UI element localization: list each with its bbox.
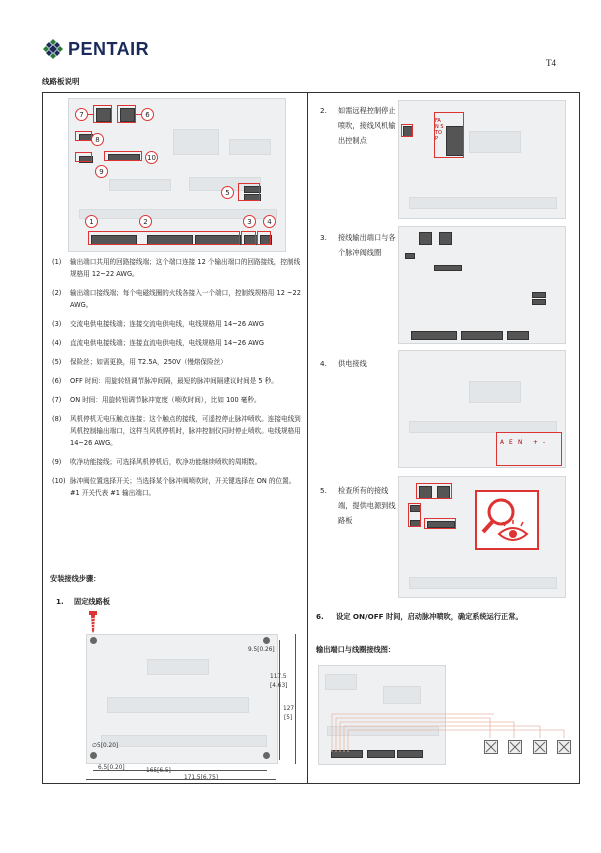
- callout-6: 6: [141, 108, 154, 121]
- callout-4: 4: [263, 215, 276, 228]
- section-title: 线路板说明: [42, 77, 80, 86]
- step-2-board: [398, 100, 566, 219]
- callout-2: 2: [139, 215, 152, 228]
- step-2-text: 如需远程控制停止喷吹，接线风机输出控制点: [338, 106, 396, 145]
- list-item: (4) 直流电供电接线端；连接直流电供电线，电线规格用 14~26 AWG: [52, 339, 264, 347]
- power-terminal: [496, 432, 562, 466]
- terminal-label-plus: +: [533, 440, 538, 446]
- dimension-label: [5]: [284, 715, 293, 721]
- dimension-label: 171.5[6.75]: [184, 775, 219, 781]
- step-2-num: 2.: [320, 106, 327, 115]
- step-1-num: 1.: [56, 597, 64, 606]
- callout-1: 1: [85, 215, 98, 228]
- terminal-label-minus: -: [543, 440, 546, 446]
- step-6-text: 设定 ON/OFF 时间，启动脉冲喷吹，确定系统运行正常。: [336, 612, 523, 621]
- list-item: (3) 交流电供电接线端；连接交流电供电线，电线规格用 14~26 AWG: [52, 320, 264, 328]
- list-item: (6) OFF 时间：用旋转钮调节脉冲间隔，最短的脉冲间隔建议时间是 5 秒。: [52, 377, 278, 385]
- logo-text: PENTAIR: [68, 38, 150, 59]
- mounting-hole: [263, 752, 270, 759]
- step-5-num: 5.: [320, 486, 327, 495]
- list-item: (9) 吹净功能接线；可选择风机停机后，吹净功能继续喷吹的周期数。: [52, 458, 262, 466]
- pulse-valve-coil-icon: [557, 740, 571, 754]
- dimension-label: ∅5[0.20]: [92, 743, 119, 749]
- list-item: (1) 输出端口共用的回路接线端；这个端口连接 12 个输出端口的回路接线，控制线规格用 12~22 AWG。: [52, 258, 301, 278]
- page-code: T4: [546, 58, 556, 68]
- callout-10: 10: [145, 151, 158, 164]
- dimension-label: [4.63]: [270, 683, 288, 689]
- coil-wiring-lines: [330, 700, 580, 770]
- step-6-num: 6.: [316, 612, 324, 621]
- step-1-title: 固定线路板: [74, 597, 110, 606]
- terminal-label-n: N: [518, 440, 523, 446]
- dimension-label: 9.5[0.26]: [248, 647, 275, 653]
- mounting-hole: [90, 637, 97, 644]
- step-3-board: [398, 226, 566, 344]
- dimension-label: 127: [283, 706, 295, 712]
- mounting-hole: [263, 637, 270, 644]
- callout-7: 7: [75, 108, 88, 121]
- list-item: (10) 脉冲阀位置选择开关；当选择某个脉冲阀喷吹时，开关键选择在 ON 的位置。#1 开关代表 #1 输出端口。: [52, 477, 296, 497]
- step-3-text: 接线输出端口与各个脉冲阀线圈: [338, 233, 396, 257]
- fan-stop-label: FAN STOP: [435, 118, 444, 142]
- pentair-diamond-icon: [42, 38, 64, 60]
- dimension-label: 6.5[0.20]: [98, 765, 125, 771]
- step-3-num: 3.: [320, 233, 327, 242]
- pentair-logo: [42, 38, 149, 60]
- pulse-valve-coil-icon: [533, 740, 547, 754]
- list-item: (5) 保险丝；如需更换，用 T2.5A，250V（慢熔保险丝）: [52, 358, 227, 366]
- pulse-valve-coil-icon: [484, 740, 498, 754]
- terminal-label-a: A: [500, 440, 504, 446]
- list-item: (8) 风机停机无电压触点连接；这个触点的接线，可遥控停止脉冲喷吹。连接电线到风机控制输出端口，这样当风机停机时，脉冲控制仪同时停止喷吹。电线规格用 14~26 AWG。: [52, 415, 301, 447]
- step-4-num: 4.: [320, 359, 327, 368]
- callout-3: 3: [243, 215, 256, 228]
- inspect-magnifier-eye-icon: [475, 490, 539, 550]
- dimension-label: 165[6.5]: [146, 768, 171, 774]
- pulse-valve-coil-icon: [508, 740, 522, 754]
- callout-9: 9: [95, 165, 108, 178]
- screw-icon: [88, 611, 98, 633]
- step-5-text: 检查所有的接线端，提供电源到线路板: [338, 486, 396, 525]
- callout-8: 8: [91, 133, 104, 146]
- install-steps-title: 安装接线步骤：: [50, 574, 101, 583]
- terminal-label-e: E: [509, 440, 513, 446]
- list-item: (7) ON 时间：用旋转钮调节脉冲宽度（喷吹时间），比如 100 毫秒。: [52, 396, 261, 404]
- wiring-diagram-title: 输出端口与线圈接线图：: [316, 645, 396, 654]
- list-item: (2) 输出端口接线端；每个电磁线圈的火线各接入一个端口，控制线规格用 12 ~22 AWG。: [52, 289, 301, 309]
- callout-5: 5: [221, 186, 234, 199]
- column-divider: [307, 92, 308, 784]
- terminal-description-list: [52, 256, 302, 506]
- mounting-hole: [90, 752, 97, 759]
- dimension-label: 117.5: [270, 674, 287, 680]
- step-4-text: 供电接线: [338, 359, 367, 368]
